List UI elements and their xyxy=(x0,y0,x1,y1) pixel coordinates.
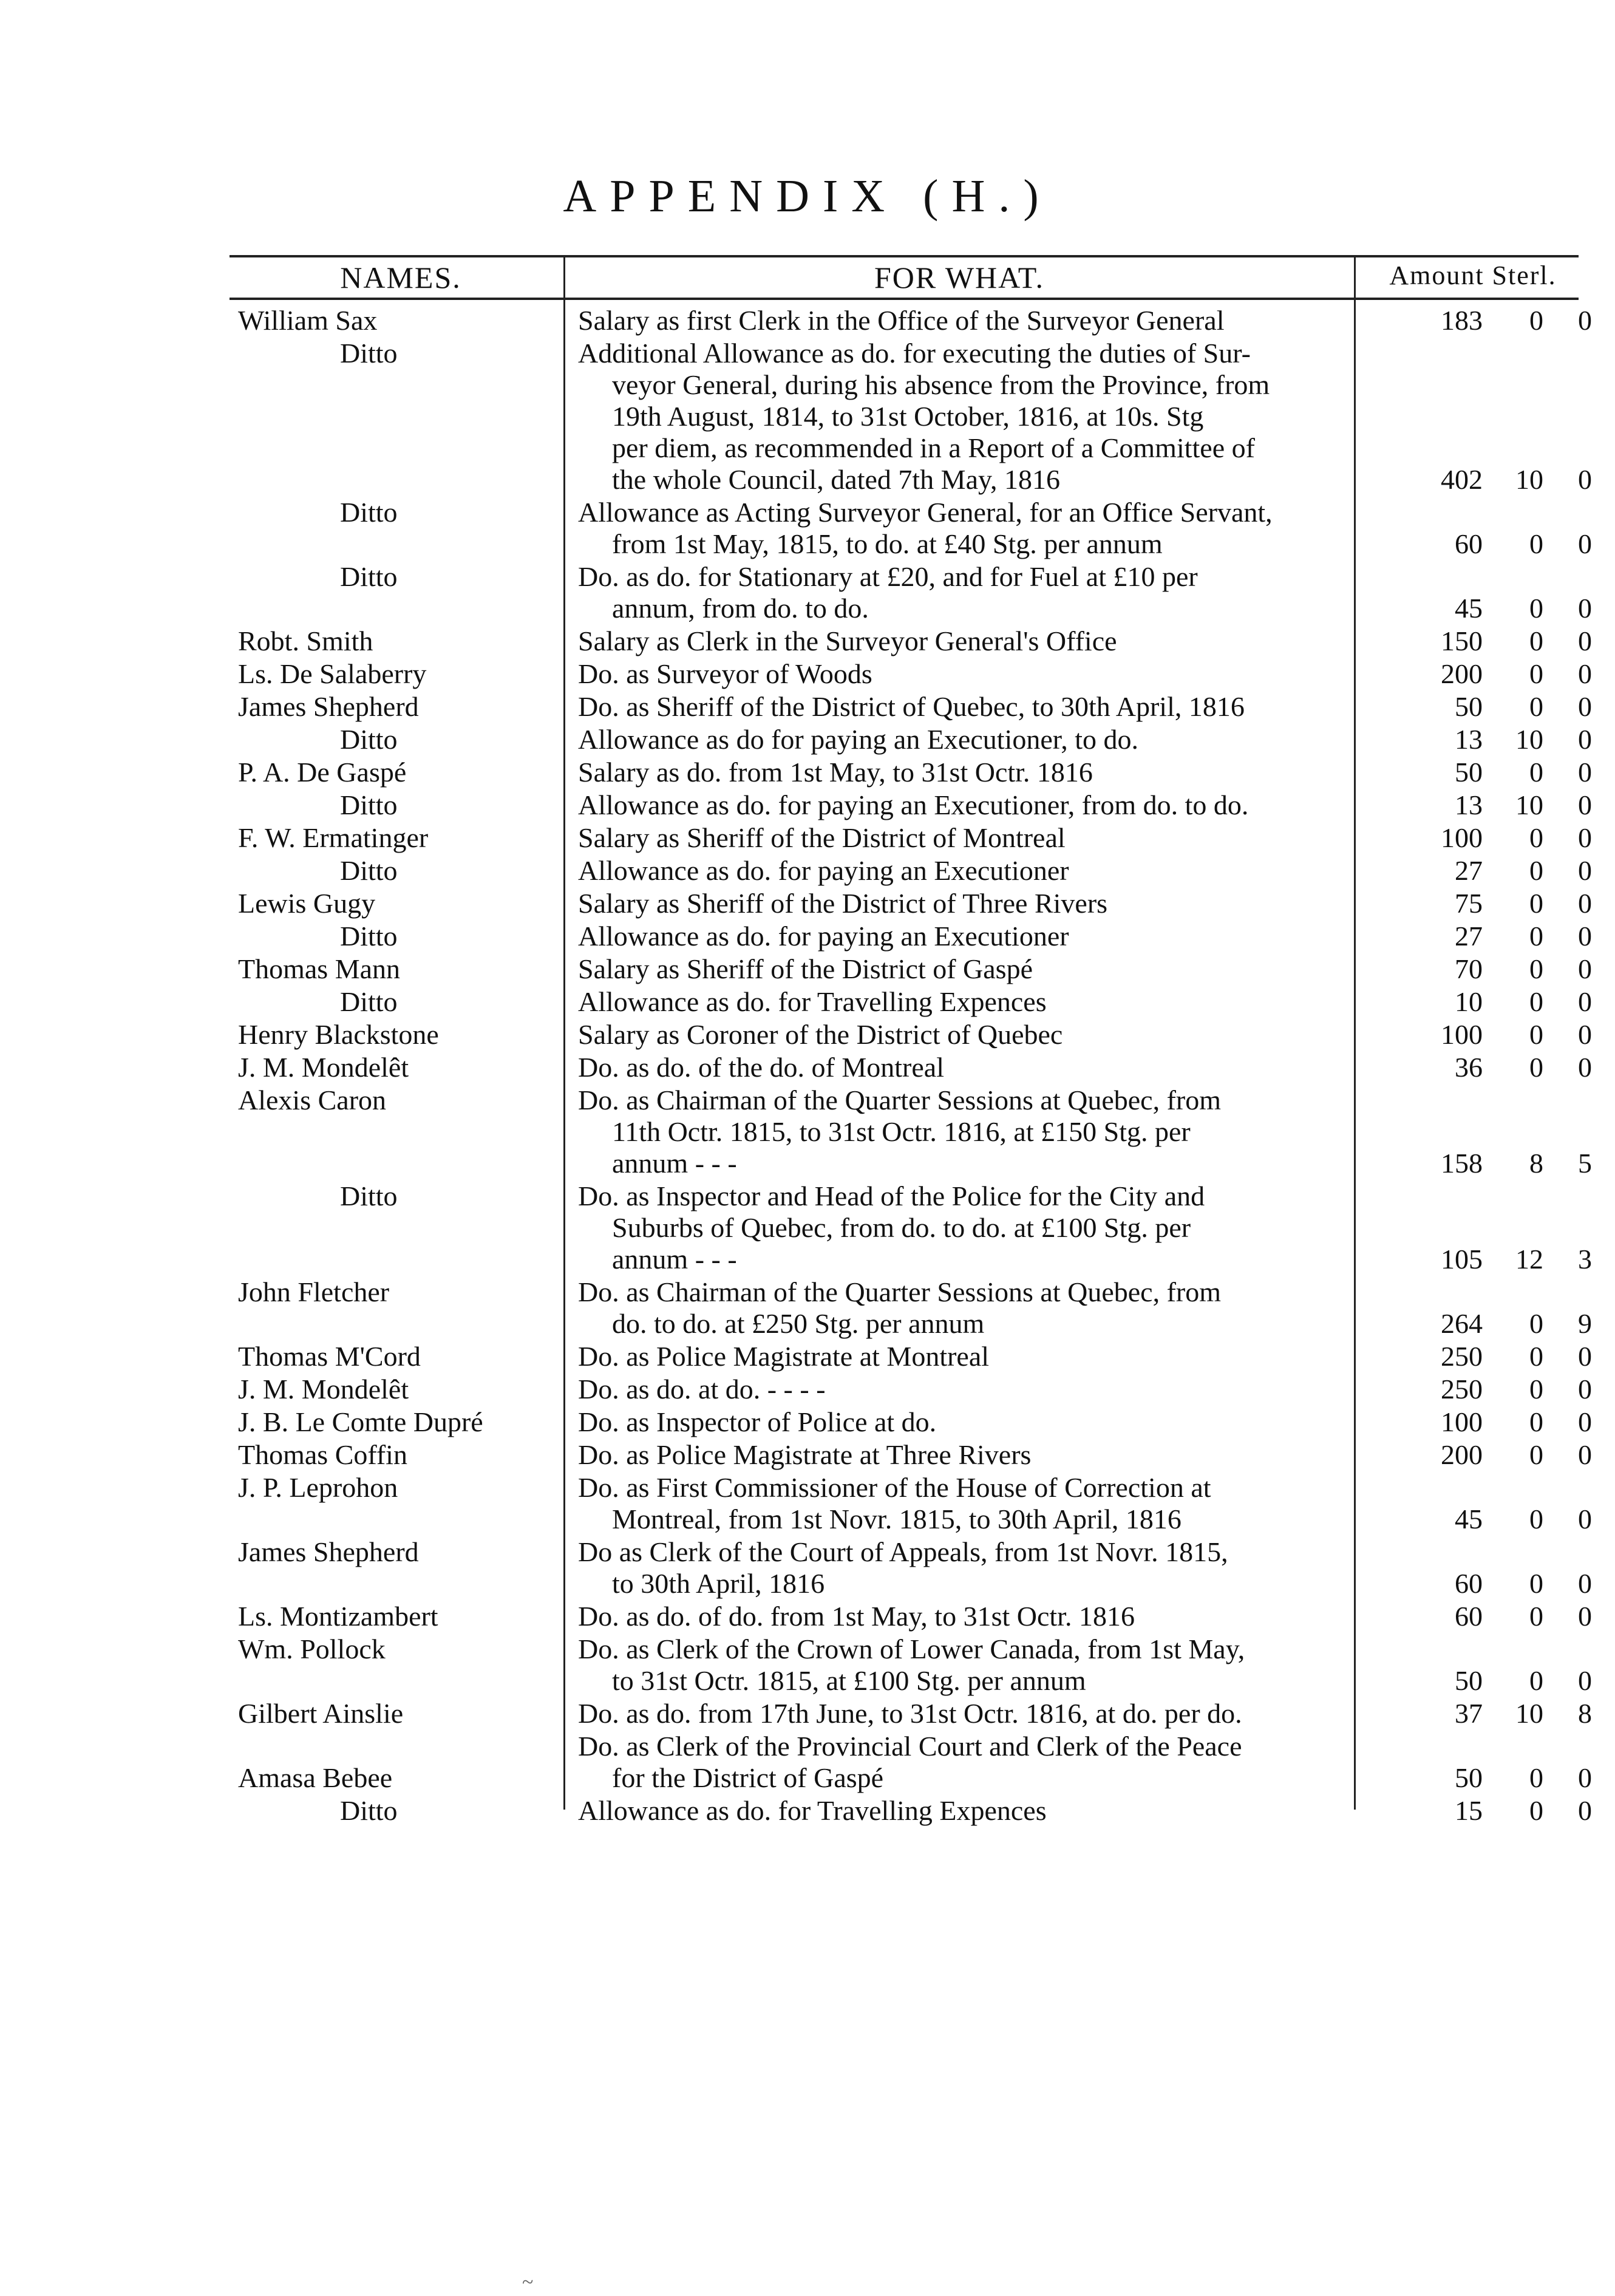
amount-pounds: 250 xyxy=(1441,1341,1483,1372)
row-name: J. M. Mondelêt xyxy=(238,1052,409,1083)
amount-pounds: 50 xyxy=(1455,757,1483,788)
header-amount: Amount Sterl. xyxy=(1389,261,1557,290)
row-name: Thomas M'Cord xyxy=(238,1341,421,1372)
row-amount xyxy=(1366,1019,1592,1051)
description-line: veyor General, during his absence from the Province, from xyxy=(612,369,1270,400)
amount-pence: 0 xyxy=(1578,953,1592,984)
row-name: Ditto xyxy=(340,1180,398,1211)
row-amount xyxy=(1366,822,1592,854)
description-line: annum, from do. to do. xyxy=(612,593,869,624)
description-line: Do. as do. from 17th June, to 31st Octr. 1816, at do. per do. xyxy=(578,1698,1242,1729)
column-divider-names xyxy=(563,255,565,1810)
amount-pounds: 45 xyxy=(1455,1504,1483,1535)
row-amount xyxy=(1366,1665,1592,1697)
description-line: per diem, as recommended in a Report of a Committee of xyxy=(612,432,1255,463)
amount-pence: 0 xyxy=(1578,1601,1592,1632)
page-mark: ~ xyxy=(522,2271,534,2294)
description-line: Salary as first Clerk in the Office of the Surveyor General xyxy=(578,305,1225,336)
amount-pence: 0 xyxy=(1578,789,1592,820)
description-line: Suburbs of Quebec, from do. to do. at £100 Stg. per xyxy=(612,1212,1191,1243)
row-name: Ditto xyxy=(340,338,398,369)
row-name: J. M. Mondelêt xyxy=(238,1374,409,1405)
row-description xyxy=(578,658,1355,690)
amount-shillings: 0 xyxy=(1529,1052,1543,1083)
amount-pence: 0 xyxy=(1578,1374,1592,1405)
description-line: annum - - - xyxy=(612,1148,737,1179)
description-line: the whole Council, dated 7th May, 1816 xyxy=(612,464,1060,495)
description-line: 11th Octr. 1815, to 31st Octr. 1816, at £150 Stg. per xyxy=(612,1116,1191,1147)
amount-shillings: 0 xyxy=(1529,691,1543,722)
description-line: to 30th April, 1816 xyxy=(612,1568,825,1599)
row-amount xyxy=(1366,1698,1592,1729)
description-line: Do. as Clerk of the Crown of Lower Canada, from 1st May, xyxy=(578,1633,1245,1664)
description-line: for the District of Gaspé xyxy=(612,1762,884,1793)
row-name: Ditto xyxy=(340,561,398,592)
description-line: to 31st Octr. 1815, at £100 Stg. per annum xyxy=(612,1665,1086,1696)
description-line: do. to do. at £250 Stg. per annum xyxy=(612,1308,985,1339)
amount-pence: 0 xyxy=(1578,986,1592,1017)
amount-pounds: 100 xyxy=(1441,1406,1483,1437)
row-name: Ditto xyxy=(340,1795,398,1826)
row-amount xyxy=(1366,1439,1592,1471)
amount-shillings: 0 xyxy=(1529,855,1543,886)
amount-pounds: 45 xyxy=(1455,593,1483,624)
row-name: Ditto xyxy=(340,921,398,952)
row-amount xyxy=(1366,724,1592,755)
amount-pence: 0 xyxy=(1578,691,1592,722)
amount-pence: 0 xyxy=(1578,1439,1592,1470)
row-description xyxy=(578,561,1355,624)
row-name: J. P. Leprohon xyxy=(238,1472,398,1503)
amount-shillings: 0 xyxy=(1529,1406,1543,1437)
row-name: Alexis Caron xyxy=(238,1085,387,1116)
row-name: J. B. Le Comte Dupré xyxy=(238,1406,483,1437)
row-amount xyxy=(1366,855,1592,887)
amount-pounds: 402 xyxy=(1441,464,1483,495)
row-description xyxy=(578,953,1355,985)
amount-pence: 0 xyxy=(1578,305,1592,336)
description-line: Salary as Sheriff of the District of Three Rivers xyxy=(578,888,1108,919)
row-name: Ditto xyxy=(340,789,398,820)
amount-pence: 0 xyxy=(1578,625,1592,656)
row-name: Thomas Coffin xyxy=(238,1439,407,1470)
description-line: Allowance as do for paying an Executioner, to do. xyxy=(578,724,1138,755)
amount-pence: 0 xyxy=(1578,1341,1592,1372)
amount-shillings: 0 xyxy=(1529,757,1543,788)
row-name: Ls. Montizambert xyxy=(238,1601,438,1632)
row-name: F. W. Ermatinger xyxy=(238,822,429,853)
amount-pence: 0 xyxy=(1578,1762,1592,1793)
row-description xyxy=(578,789,1355,821)
row-amount xyxy=(1366,1504,1592,1535)
amount-pence: 5 xyxy=(1578,1148,1592,1179)
row-amount xyxy=(1366,1308,1592,1340)
row-description xyxy=(578,1439,1355,1471)
amount-pence: 0 xyxy=(1578,464,1592,495)
amount-shillings: 0 xyxy=(1529,1019,1543,1050)
amount-pounds: 264 xyxy=(1441,1308,1483,1339)
description-line: Additional Allowance as do. for executing the duties of Sur- xyxy=(578,338,1251,369)
row-description xyxy=(578,1536,1355,1599)
amount-pence: 0 xyxy=(1578,1568,1592,1599)
amount-shillings: 0 xyxy=(1529,1374,1543,1405)
description-line: Allowance as do. for paying an Executioner xyxy=(578,855,1069,886)
header-names: NAMES. xyxy=(340,261,461,295)
amount-shillings: 0 xyxy=(1529,986,1543,1017)
header-for-what: FOR WHAT. xyxy=(874,261,1045,295)
row-description xyxy=(578,822,1355,854)
amount-pence: 0 xyxy=(1578,1052,1592,1083)
description-line: Allowance as do. for Travelling Expences xyxy=(578,986,1047,1017)
amount-shillings: 0 xyxy=(1529,1601,1543,1632)
amount-pence: 0 xyxy=(1578,593,1592,624)
description-line: annum - - - xyxy=(612,1244,737,1275)
row-description xyxy=(578,921,1355,952)
amount-pence: 0 xyxy=(1578,1019,1592,1050)
amount-pounds: 50 xyxy=(1455,1665,1483,1696)
amount-shillings: 10 xyxy=(1515,464,1543,495)
amount-pounds: 50 xyxy=(1455,1762,1483,1793)
amount-shillings: 0 xyxy=(1529,1341,1543,1372)
row-name: Ditto xyxy=(340,497,398,528)
amount-pence: 0 xyxy=(1578,822,1592,853)
amount-pounds: 75 xyxy=(1455,888,1483,919)
description-line: Salary as Sheriff of the District of Montreal xyxy=(578,822,1066,853)
amount-shillings: 10 xyxy=(1515,724,1543,755)
row-description xyxy=(578,1180,1355,1275)
amount-shillings: 0 xyxy=(1529,658,1543,689)
amount-pounds: 100 xyxy=(1441,822,1483,853)
amount-pence: 0 xyxy=(1578,528,1592,559)
row-description xyxy=(578,855,1355,887)
row-amount xyxy=(1366,1601,1592,1632)
row-description xyxy=(578,1406,1355,1438)
row-amount xyxy=(1366,1762,1592,1794)
row-amount xyxy=(1366,1341,1592,1372)
row-description xyxy=(578,757,1355,788)
description-line: Salary as Coroner of the District of Quebec xyxy=(578,1019,1063,1050)
row-description xyxy=(578,1795,1355,1827)
row-description xyxy=(578,305,1355,336)
row-description xyxy=(578,1341,1355,1372)
amount-shillings: 0 xyxy=(1529,1665,1543,1696)
header-top-rule xyxy=(229,255,1579,257)
row-amount xyxy=(1366,1244,1592,1275)
row-name: P. A. De Gaspé xyxy=(238,757,407,788)
amount-pence: 0 xyxy=(1578,1795,1592,1826)
amount-pounds: 37 xyxy=(1455,1698,1483,1729)
amount-pounds: 70 xyxy=(1455,953,1483,984)
amount-pounds: 60 xyxy=(1455,528,1483,559)
amount-shillings: 0 xyxy=(1529,1504,1543,1535)
description-line: Allowance as do. for paying an Executioner, from do. to do. xyxy=(578,789,1249,820)
amount-pence: 0 xyxy=(1578,757,1592,788)
row-description xyxy=(578,1276,1355,1340)
row-amount xyxy=(1366,305,1592,336)
amount-pence: 9 xyxy=(1578,1308,1592,1339)
row-amount xyxy=(1366,1406,1592,1438)
row-amount xyxy=(1366,658,1592,690)
row-amount xyxy=(1366,1052,1592,1083)
amount-pence: 0 xyxy=(1578,724,1592,755)
amount-pence: 0 xyxy=(1578,1665,1592,1696)
amount-shillings: 0 xyxy=(1529,1762,1543,1793)
description-line: Salary as Sheriff of the District of Gaspé xyxy=(578,953,1033,984)
row-description xyxy=(578,1601,1355,1632)
amount-pounds: 27 xyxy=(1455,855,1483,886)
amount-pounds: 60 xyxy=(1455,1601,1483,1632)
description-line: Do. as Inspector and Head of the Police for the City and xyxy=(578,1180,1205,1211)
row-description xyxy=(578,338,1355,496)
amount-pence: 3 xyxy=(1578,1244,1592,1275)
amount-pounds: 158 xyxy=(1441,1148,1483,1179)
amount-shillings: 0 xyxy=(1529,1439,1543,1470)
amount-shillings: 0 xyxy=(1529,528,1543,559)
amount-shillings: 0 xyxy=(1529,593,1543,624)
row-description xyxy=(578,1019,1355,1051)
amount-shillings: 0 xyxy=(1529,305,1543,336)
description-line: Do. as Chairman of the Quarter Sessions at Quebec, from xyxy=(578,1276,1221,1307)
description-line: Do. as do. of do. from 1st May, to 31st Octr. 1816 xyxy=(578,1601,1135,1632)
amount-pounds: 200 xyxy=(1441,1439,1483,1470)
description-line: Do. as do. of the do. of Montreal xyxy=(578,1052,944,1083)
row-name: Ditto xyxy=(340,724,398,755)
amount-pence: 0 xyxy=(1578,1504,1592,1535)
row-name: Amasa Bebee xyxy=(238,1762,393,1793)
description-line: Do. as Surveyor of Woods xyxy=(578,658,872,689)
amount-pence: 0 xyxy=(1578,1406,1592,1437)
row-description xyxy=(578,1731,1355,1794)
amount-shillings: 10 xyxy=(1515,1698,1543,1729)
row-name: James Shepherd xyxy=(238,691,419,722)
amount-pounds: 13 xyxy=(1455,724,1483,755)
row-amount xyxy=(1366,921,1592,952)
amount-shillings: 0 xyxy=(1529,1795,1543,1826)
row-amount xyxy=(1366,1568,1592,1599)
description-line: Do. as do. for Stationary at £20, and for Fuel at £10 per xyxy=(578,561,1198,592)
amount-pounds: 250 xyxy=(1441,1374,1483,1405)
description-line: Do. as Chairman of the Quarter Sessions at Quebec, from xyxy=(578,1085,1221,1116)
row-name: John Fletcher xyxy=(238,1276,390,1307)
amount-shillings: 8 xyxy=(1529,1148,1543,1179)
row-name: Ls. De Salaberry xyxy=(238,658,427,689)
row-amount xyxy=(1366,986,1592,1018)
description-line: Allowance as do. for paying an Executioner xyxy=(578,921,1069,952)
row-amount xyxy=(1366,464,1592,496)
row-name: Lewis Gugy xyxy=(238,888,376,919)
row-amount xyxy=(1366,789,1592,821)
row-name: Ditto xyxy=(340,855,398,886)
amount-pounds: 183 xyxy=(1441,305,1483,336)
amount-pence: 0 xyxy=(1578,658,1592,689)
amount-pence: 0 xyxy=(1578,888,1592,919)
row-amount xyxy=(1366,593,1592,624)
amount-shillings: 12 xyxy=(1515,1244,1543,1275)
row-amount xyxy=(1366,1148,1592,1179)
description-line: Do. as do. at do. - - - - xyxy=(578,1374,826,1405)
amount-shillings: 0 xyxy=(1529,625,1543,656)
row-amount xyxy=(1366,625,1592,657)
amount-pounds: 50 xyxy=(1455,691,1483,722)
row-amount xyxy=(1366,1374,1592,1405)
description-line: Do. as First Commissioner of the House of Correction at xyxy=(578,1472,1211,1503)
row-description xyxy=(578,1698,1355,1729)
description-line: Salary as Clerk in the Surveyor General's Office xyxy=(578,625,1117,656)
row-amount xyxy=(1366,1795,1592,1827)
row-description xyxy=(578,1472,1355,1535)
amount-pounds: 10 xyxy=(1455,986,1483,1017)
description-line: Do. as Sheriff of the District of Quebec, to 30th April, 1816 xyxy=(578,691,1245,722)
row-description xyxy=(578,986,1355,1018)
amount-pounds: 150 xyxy=(1441,625,1483,656)
description-line: from 1st May, 1815, to do. at £40 Stg. per annum xyxy=(612,528,1163,559)
row-amount xyxy=(1366,953,1592,985)
row-name: Robt. Smith xyxy=(238,625,373,656)
description-line: 19th August, 1814, to 31st October, 1816, at 10s. Stg xyxy=(612,401,1204,432)
amount-shillings: 0 xyxy=(1529,822,1543,853)
row-amount xyxy=(1366,691,1592,723)
row-description xyxy=(578,1633,1355,1697)
row-description xyxy=(578,691,1355,723)
row-description xyxy=(578,1085,1355,1179)
amount-pounds: 200 xyxy=(1441,658,1483,689)
amount-pence: 0 xyxy=(1578,855,1592,886)
amount-pence: 8 xyxy=(1578,1698,1592,1729)
description-line: Do. as Clerk of the Provincial Court and Clerk of the Peace xyxy=(578,1731,1242,1762)
description-line: Do as Clerk of the Court of Appeals, from 1st Novr. 1815, xyxy=(578,1536,1228,1567)
amount-shillings: 10 xyxy=(1515,789,1543,820)
row-name: James Shepherd xyxy=(238,1536,419,1567)
row-amount xyxy=(1366,757,1592,788)
amount-pounds: 13 xyxy=(1455,789,1483,820)
row-amount xyxy=(1366,888,1592,919)
description-line: Allowance as Acting Surveyor General, for an Office Servant, xyxy=(578,497,1273,528)
row-description xyxy=(578,888,1355,919)
row-description xyxy=(578,724,1355,755)
amount-shillings: 0 xyxy=(1529,888,1543,919)
amount-pence: 0 xyxy=(1578,921,1592,952)
description-line: Do. as Inspector of Police at do. xyxy=(578,1406,937,1437)
description-line: Do. as Police Magistrate at Three Rivers xyxy=(578,1439,1032,1470)
row-amount xyxy=(1366,528,1592,560)
amount-shillings: 0 xyxy=(1529,1568,1543,1599)
amount-shillings: 0 xyxy=(1529,1308,1543,1339)
amount-pounds: 60 xyxy=(1455,1568,1483,1599)
row-name: Ditto xyxy=(340,986,398,1017)
header-bottom-rule xyxy=(229,298,1579,300)
row-description xyxy=(578,1052,1355,1083)
row-description xyxy=(578,497,1355,560)
row-name: Thomas Mann xyxy=(238,953,401,984)
description-line: Montreal, from 1st Novr. 1815, to 30th April, 1816 xyxy=(612,1504,1182,1535)
amount-shillings: 0 xyxy=(1529,953,1543,984)
amount-pounds: 105 xyxy=(1441,1244,1483,1275)
row-name: Wm. Pollock xyxy=(238,1633,386,1664)
amount-pounds: 36 xyxy=(1455,1052,1483,1083)
row-name: Gilbert Ainslie xyxy=(238,1698,404,1729)
amount-shillings: 0 xyxy=(1529,921,1543,952)
amount-pounds: 27 xyxy=(1455,921,1483,952)
amount-pounds: 15 xyxy=(1455,1795,1483,1826)
row-description xyxy=(578,1374,1355,1405)
description-line: Salary as do. from 1st May, to 31st Octr. 1816 xyxy=(578,757,1093,788)
description-line: Allowance as do. for Travelling Expences xyxy=(578,1795,1047,1826)
row-name: William Sax xyxy=(238,305,378,336)
description-line: Do. as Police Magistrate at Montreal xyxy=(578,1341,990,1372)
page-title: APPENDIX (H.) xyxy=(563,171,1052,222)
amount-pounds: 100 xyxy=(1441,1019,1483,1050)
row-description xyxy=(578,625,1355,657)
row-name: Henry Blackstone xyxy=(238,1019,439,1050)
